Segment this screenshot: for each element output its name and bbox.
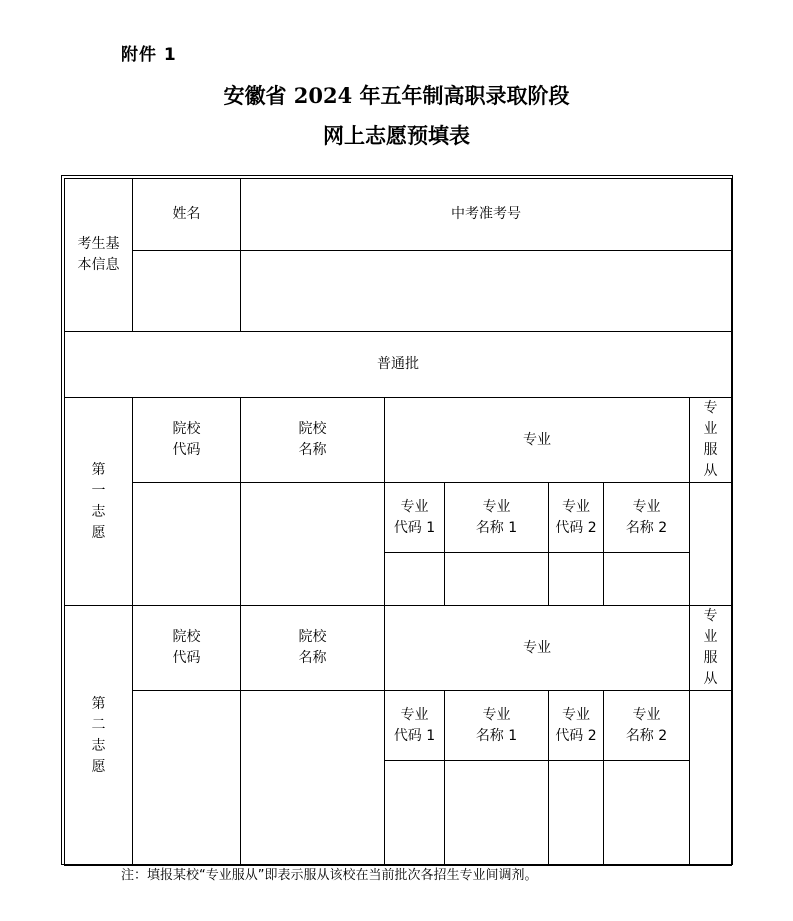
first-choice-label: 第 一 志 愿 [65, 398, 133, 606]
first-major-code-1-cell[interactable] [385, 553, 445, 606]
first-school-code-cell[interactable] [133, 483, 241, 606]
second-school-name-cell[interactable] [241, 691, 385, 866]
second-choice-label: 第 二 志 愿 [65, 606, 133, 866]
second-major-code-2-header: 专业 代码 2 [549, 691, 604, 761]
first-major-code-1-header: 专业 代码 1 [385, 483, 445, 553]
first-major-name-1-header: 专业 名称 1 [445, 483, 549, 553]
name-header: 姓名 [133, 179, 241, 251]
exam-number-header: 中考准考号 [241, 179, 732, 251]
second-major-name-1-cell[interactable] [445, 761, 549, 866]
second-major-code-1-header: 专业 代码 1 [385, 691, 445, 761]
first-major-name-2-cell[interactable] [604, 553, 690, 606]
second-major-name-2-cell[interactable] [604, 761, 690, 866]
form-title-line1: 安徽省 2024 年五年制高职录取阶段 [223, 83, 570, 108]
first-major-adjust-header: 专 业 服 从 [690, 398, 732, 483]
exam-number-input-cell[interactable] [241, 251, 732, 332]
form-title-line2: 网上志愿预填表 [323, 123, 470, 148]
second-school-name-header: 院校 名称 [241, 606, 385, 691]
first-major-code-2-header: 专业 代码 2 [549, 483, 604, 553]
first-major-header: 专业 [385, 398, 690, 483]
second-school-code-header: 院校 代码 [133, 606, 241, 691]
application-form-table [64, 178, 732, 866]
first-major-name-2-header: 专业 名称 2 [604, 483, 690, 553]
attachment-label: 附件 1 [121, 45, 177, 65]
second-major-adjust-cell[interactable] [690, 691, 732, 866]
footer-note: 注：填报某校“专业服从”即表示服从该校在当前批次各招生专业间调剂。 [121, 868, 538, 883]
first-school-name-cell[interactable] [241, 483, 385, 606]
first-major-name-1-cell[interactable] [445, 553, 549, 606]
second-school-code-cell[interactable] [133, 691, 241, 866]
first-school-code-header: 院校 代码 [133, 398, 241, 483]
second-major-header: 专业 [385, 606, 690, 691]
first-major-adjust-cell[interactable] [690, 483, 732, 606]
second-major-name-2-header: 专业 名称 2 [604, 691, 690, 761]
second-major-code-2-cell[interactable] [549, 761, 604, 866]
basic-info-section-label: 考生基 本信息 [65, 179, 133, 332]
second-major-adjust-header: 专 业 服 从 [690, 606, 732, 691]
second-major-name-1-header: 专业 名称 1 [445, 691, 549, 761]
first-major-code-2-cell[interactable] [549, 553, 604, 606]
first-school-name-header: 院校 名称 [241, 398, 385, 483]
second-major-code-1-cell[interactable] [385, 761, 445, 866]
batch-label: 普通批 [65, 332, 732, 398]
name-input-cell[interactable] [133, 251, 241, 332]
